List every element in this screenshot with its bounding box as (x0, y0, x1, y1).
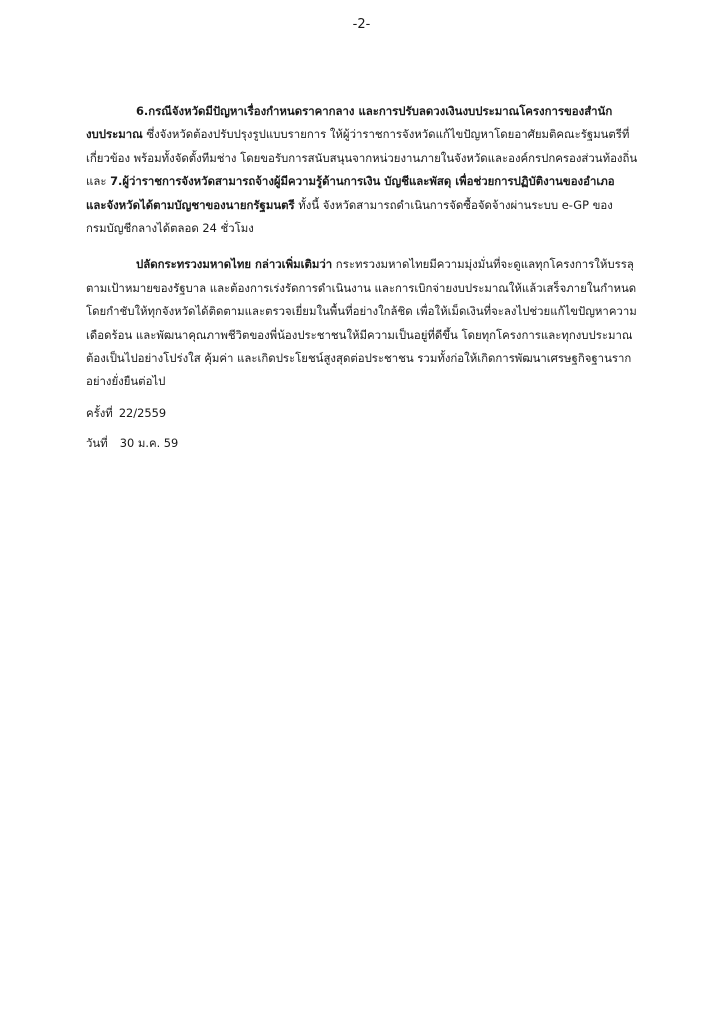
measure-7-heading: 7.ผู้ว่าราชการจังหวัดสามารถจ้างผู้มีความรู้ด้านการเงิน บัญชีและพัสดุ เพื่อช่วยการปฏิบัติงานของอำเภอ (110, 174, 615, 189)
paragraph-1-line-1 (86, 100, 646, 123)
paragraph-1-line-3: เกี่ยวข้อง พร้อมทั้งจัดตั้งทีมช่าง โดยขอรับการสนับสนุนจากหน่วยงานภายในจังหวัดและองค์กรปกครองส่วนท้องถิ่น (86, 150, 638, 165)
statement-text: กระทรวงมหาดไทยมีความมุ่งมั่นที่จะดูแลทุกโครงการให้บรรลุ (332, 257, 634, 272)
paragraph-1-line-5 (86, 194, 646, 217)
date-row (86, 428, 178, 458)
paragraph-statement (86, 253, 646, 393)
paragraph-1-line-6: กรมบัญชีกลางได้ตลอด 24 ชั่วโมง (86, 220, 254, 235)
date-label: วันที่ (86, 436, 108, 450)
page-number: -2- (352, 17, 371, 32)
paragraph-2-line-4: เดือดร้อน และพัฒนาคุณภาพชีวิตของพี่น้องประชาชนให้มีความเป็นอยู่ที่ดีขึ้น โดยทุกโครงการและทุกงบประมาณ (86, 327, 633, 342)
paragraph-2-line-5: ต้องเป็นไปอย่างโปร่งใส คุ้มค่า และเกิดประโยชน์สูงสุดต่อประชาชน รวมทั้งก่อให้เกิดการพัฒนาเศรษฐกิจฐานราก (86, 350, 632, 365)
measure-6-heading: 6.กรณีจังหวัดมีปัญหาเรื่องกำหนดราคากลาง และการปรับลดวงเงินงบประมาณโครงการของสำนัก (136, 104, 613, 118)
measure-6-heading-end: งบประมาณ (86, 127, 143, 142)
issue-label: ครั้งที่ (86, 406, 113, 420)
speaker-heading: ปลัดกระทรวงมหาดไทย กล่าวเพิ่มเติมว่า (136, 257, 333, 272)
issue-value: 22/2559 (118, 406, 167, 420)
paragraph-2-line-3: โดยกำชับให้ทุกจังหวัดได้ติดตามและตรวจเยี่ยมในพื้นที่อย่างใกล้ชิด เพื่อให้เม็ดเงินที่จะลงไปช่วยแก้ไขปัญหาความ (86, 304, 637, 319)
paragraph-measures (86, 100, 646, 240)
measure-6-text: ซึ่งจังหวัดต้องปรับปรุงรูปแบบรายการ ให้ผู้ว่าราชการจังหวัดแก้ไขปัญหาโดยอาศัยมติคณะรัฐมนตรีที่ (142, 127, 630, 142)
paragraph-2-line-6: อย่างยั่งยืนต่อไป (86, 374, 166, 389)
paragraph-2-line-1 (86, 253, 646, 276)
document-meta (86, 398, 178, 458)
measure-7-text: ทั้งนี้ จังหวัดสามารถดำเนินการจัดซื้อจัดจ้างผ่านระบบ e-GP ของ (294, 197, 613, 212)
paragraph-2-line-2: ตามเป้าหมายของรัฐบาล และต้องการเร่งรัดการดำเนินงาน และการเบิกจ่ายงบประมาณให้แล้วเสร็จภายในกำหนด (86, 280, 637, 295)
measure-7-heading-end: และจังหวัดได้ตามบัญชาของนายกรัฐมนตรี (86, 197, 295, 212)
conjunction-text: และ (86, 174, 111, 189)
paragraph-1-line-2 (86, 123, 646, 146)
issue-row (86, 398, 178, 428)
document-body (86, 100, 646, 394)
date-value: 30 ม.ค. 59 (119, 436, 179, 450)
paragraph-1-line-4 (86, 170, 646, 193)
